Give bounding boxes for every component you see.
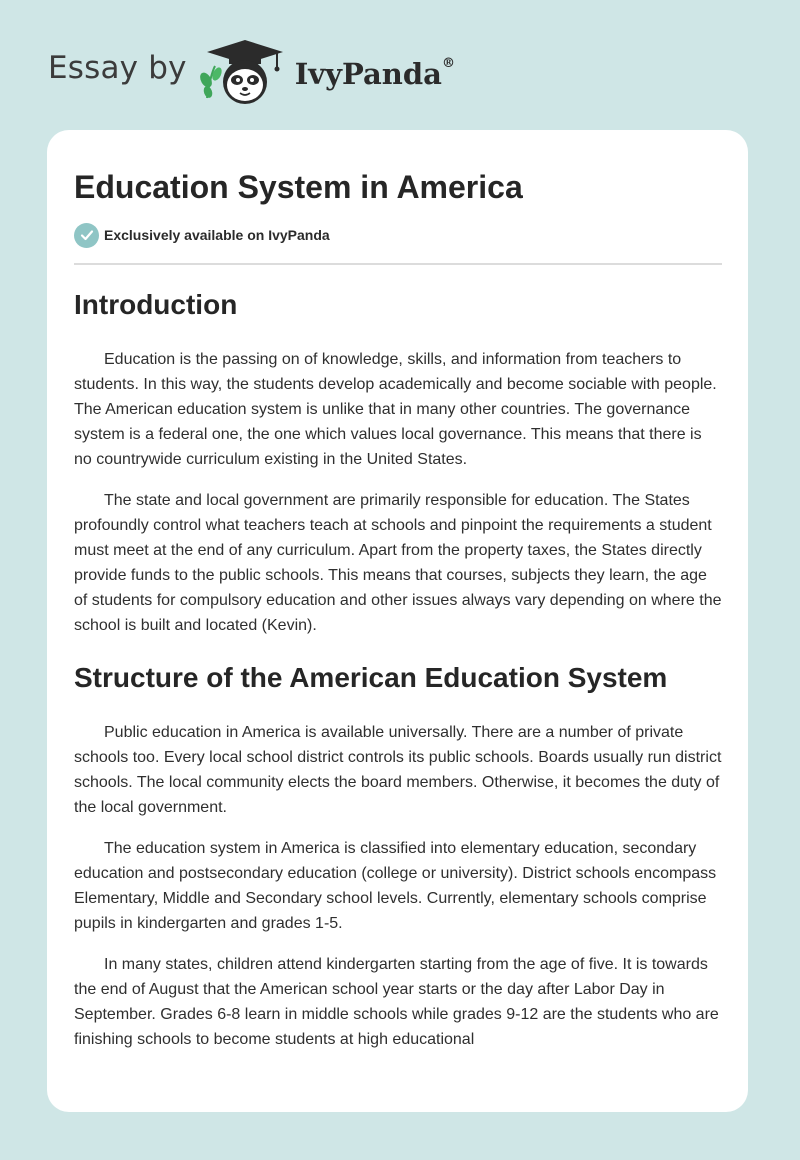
exclusive-badge <box>74 222 722 248</box>
title-divider <box>74 263 722 265</box>
brand-name-text: IvyPanda <box>294 57 442 91</box>
exclusive-badge-label: Exclusively available on IvyPanda <box>104 227 330 243</box>
section-heading-introduction: Introduction <box>74 289 238 320</box>
essay-by-label: Essay by <box>48 50 187 86</box>
ivypanda-brand-name <box>295 57 455 91</box>
registered-mark: ® <box>441 56 455 72</box>
essay-card <box>47 130 748 1112</box>
brand-header <box>48 36 455 108</box>
panda-graduate-logo-icon <box>197 36 293 108</box>
paragraph: In many states, children attend kindergarten starting from the age of five. It is towards the end of August that the American school year starts or the day after Labor Day in September. Grades 6-8 learn in middle schools while grades 9-12 are the students who are finishing schools to become students at high educational <box>74 956 719 1048</box>
paragraph: The state and local government are primarily responsible for education. The States profoundly control what teachers teach at schools and pinpoint the requirements a student must meet at the end of any curriculum. Apart from the property taxes, the States directly provide funds to the public schools. This means that courses, subjects they learn, the age of students for compulsory education and other issues always vary depending on where the school is built and located (Kevin). <box>74 492 722 634</box>
section-heading-structure: Structure of the American Education System <box>74 662 668 693</box>
paragraph: The education system in America is classified into elementary education, secondary education and postsecondary education (college or university). District schools encompass Elementary, Middle and Secondary school levels. Currently, elementary schools comprise pupils in kindergarten and grades 1-5. <box>74 840 717 932</box>
paragraph: Public education in America is available universally. There are a number of private schools too. Every local school district controls its public schools. Boards usually run district schools. The local community elects the board members. Otherwise, it becomes the duty of the local government. <box>74 724 722 816</box>
essay-title: Education System in America <box>74 169 523 205</box>
paragraph: Education is the passing on of knowledge, skills, and information from teachers to students. In this way, the students develop academically and become sociable with people. The American education system is unlike that in many other countries. The governance system is a federal one, the one which values local governance. This means that there is no countrywide curriculum existing in the United States. <box>74 351 717 468</box>
checkmark-icon <box>74 223 99 248</box>
